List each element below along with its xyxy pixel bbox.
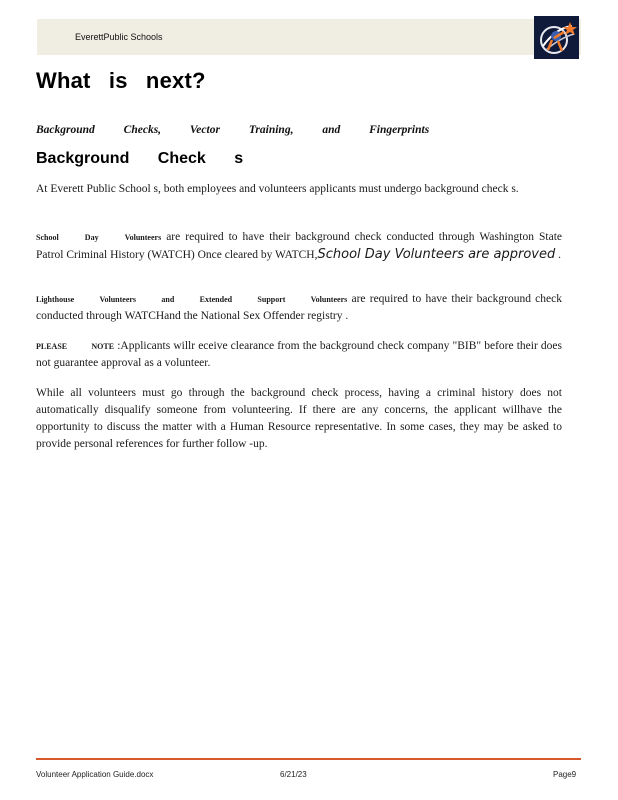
- lighthouse-text: are required to have their background check conducted through WATCHand the National Sex Offender registry .: [36, 293, 562, 322]
- paragraph-criminal-history: While all volunteers must go through the background check process, having a criminal history does not automatically disqualify someone from volunteering. If there are any concerns, the applicant willhave the opportunity to discuss the matter with a Human Resource representative. In some cases, they may be asked to provide personal references for further follow -up.: [36, 387, 562, 450]
- school-day-emphasis: School Day Volunteers are approved: [317, 247, 556, 262]
- footer-divider: [36, 758, 581, 760]
- footer-date: 6/21/23: [280, 770, 307, 779]
- footer-page-number: Page9: [553, 770, 577, 779]
- paragraph-please-note: [36, 338, 562, 372]
- footer-document-name: Volunteer Application Guide.docx: [36, 770, 154, 779]
- please-note-text: :Applicants willr eceive clearance from the background check company "BIB" before their does not guarantee approval as a volunteer.: [36, 340, 562, 369]
- school-logo-icon: [534, 16, 579, 59]
- paragraph-lighthouse: [36, 291, 562, 325]
- page-title: What is next?: [36, 68, 206, 93]
- topic-subheading: Background Checks, Vector Training, and Fingerprints: [36, 124, 430, 136]
- school-day-label: School Day Volunteers: [36, 233, 162, 242]
- paragraph-school-day: [36, 229, 562, 264]
- lighthouse-label: Lighthouse Volunteers and Extended Support Volunteers: [36, 295, 348, 304]
- paragraph-intro: At Everett Public School s, both employees and volunteers applicants must undergo background check s.: [36, 183, 519, 195]
- please-note-label: PLEASE NOTE: [36, 342, 115, 351]
- page-header: [37, 19, 581, 55]
- school-day-end: .: [555, 249, 561, 261]
- school-day-text: are required to have their background check conducted through Washington State Patrol Criminal History (WATCH) Once cleared by WATCH,: [36, 231, 562, 261]
- section-title: Background Check s: [36, 150, 244, 167]
- header-org-name: EverettPublic Schools: [75, 32, 163, 42]
